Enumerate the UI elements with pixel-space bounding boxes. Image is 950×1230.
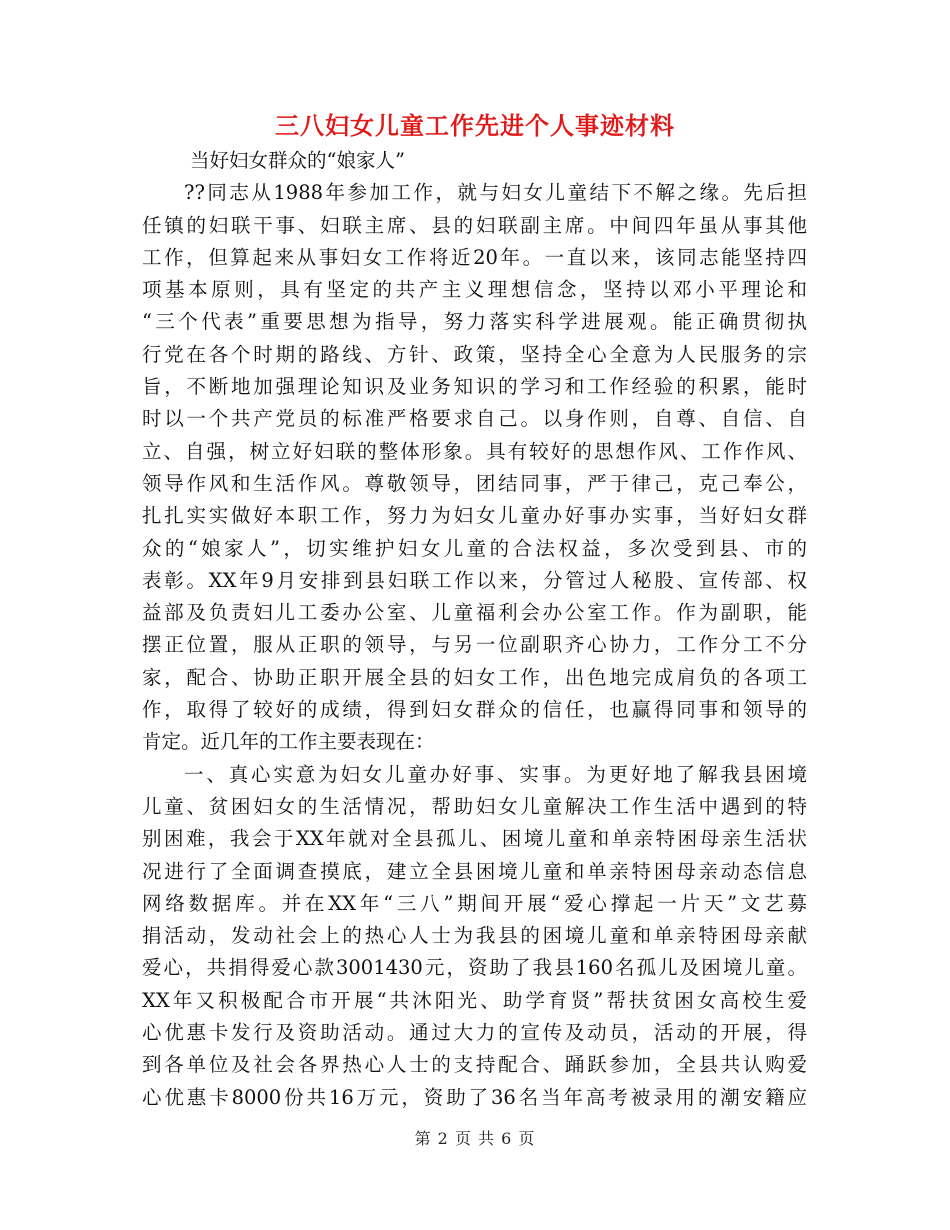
body-line: 任镇的妇联干事、妇联主席、县的妇联副主席。中间四年虽从事其他	[142, 213, 807, 237]
body-line: 时以一个共产党员的标准严格要求自己。以身作则，自尊、自信、自	[142, 407, 807, 431]
body-line: 网络数据库。并在XX年“三八”期间开展“爱心撑起一片天”文艺募	[142, 891, 807, 915]
body-line: 到各单位及社会各界热心人士的支持配合、踊跃参加，全县共认购爱	[142, 1053, 807, 1077]
body-line: 益部及负责妇儿工委办公室、儿童福利会办公室工作。作为副职，能	[142, 601, 807, 625]
page-number: 第 2 页 共 6 页	[414, 1129, 536, 1148]
body-line: 一、真心实意为妇女儿童办好事、实事。为更好地了解我县困境	[184, 762, 807, 786]
body-line: 肯定。近几年的工作主要表现在：	[142, 730, 435, 754]
body-line: 行党在各个时期的路线、方针、政策，坚持全心全意为人民服务的宗	[142, 342, 807, 366]
body-line: 摆正位置，服从正职的领导，与另一位副职齐心协力，工作分工不分	[142, 633, 807, 657]
document-subtitle: 当好妇女群众的“娘家人”	[190, 149, 405, 172]
body-line: 项基本原则，具有坚定的共产主义理想信念，坚持以邓小平理论和	[142, 278, 807, 302]
body-line: XX年又积极配合市开展“共沐阳光、助学育贤”帮扶贫困女高校生爱	[142, 988, 807, 1012]
body-line: 立、自强，树立好妇联的整体形象。具有较好的思想作风、工作作风、	[142, 439, 807, 463]
body-line: 况进行了全面调查摸底，建立全县困境儿童和单亲特困母亲动态信息	[142, 859, 807, 883]
body-line: 领导作风和生活作风。尊敬领导，团结同事，严于律己，克己奉公，	[142, 471, 807, 495]
body-line: “三个代表”重要思想为指导，努力落实科学进展观。能正确贯彻执	[142, 310, 807, 334]
body-line: 旨，不断地加强理论知识及业务知识的学习和工作经验的积累，能时	[142, 375, 807, 399]
document-title: 三八妇女儿童工作先进个人事迹材料	[275, 111, 675, 140]
body-line: ??同志从1988年参加工作，就与妇女儿童结下不解之缘。先后担	[184, 181, 807, 205]
body-line: 表彰。XX年9月安排到县妇联工作以来，分管过人秘股、宣传部、权	[142, 568, 807, 592]
body-line: 家，配合、协助正职开展全县的妇女工作，出色地完成肩负的各项工	[142, 665, 807, 689]
body-line: 儿童、贫困妇女的生活情况，帮助妇女儿童解决工作生活中遇到的特	[142, 794, 807, 818]
body-line: 工作，但算起来从事妇女工作将近20年。一直以来，该同志能坚持四	[142, 245, 807, 269]
document-body	[142, 145, 807, 1114]
body-line: 心优惠卡发行及资助活动。通过大力的宣传及动员，活动的开展，得	[142, 1021, 807, 1045]
body-line: 扎扎实实做好本职工作，努力为妇女儿童办好事办实事，当好妇女群	[142, 504, 807, 528]
body-line: 众的“娘家人”，切实维护妇女儿童的合法权益，多次受到县、市的	[142, 536, 807, 560]
body-line: 别困难，我会于XX年就对全县孤儿、困境儿童和单亲特困母亲生活状	[142, 827, 807, 851]
body-line: 心优惠卡8000份共16万元，资助了36名当年高考被录用的潮安籍应	[142, 1085, 807, 1109]
body-line: 作，取得了较好的成绩，得到妇女群众的信任，也赢得同事和领导的	[142, 698, 807, 722]
body-line: 捐活动，发动社会上的热心人士为我县的困境儿童和单亲特困母亲献	[142, 924, 807, 948]
body-line: 爱心，共捐得爱心款3001430元，资助了我县160名孤儿及困境儿童。	[142, 956, 807, 980]
